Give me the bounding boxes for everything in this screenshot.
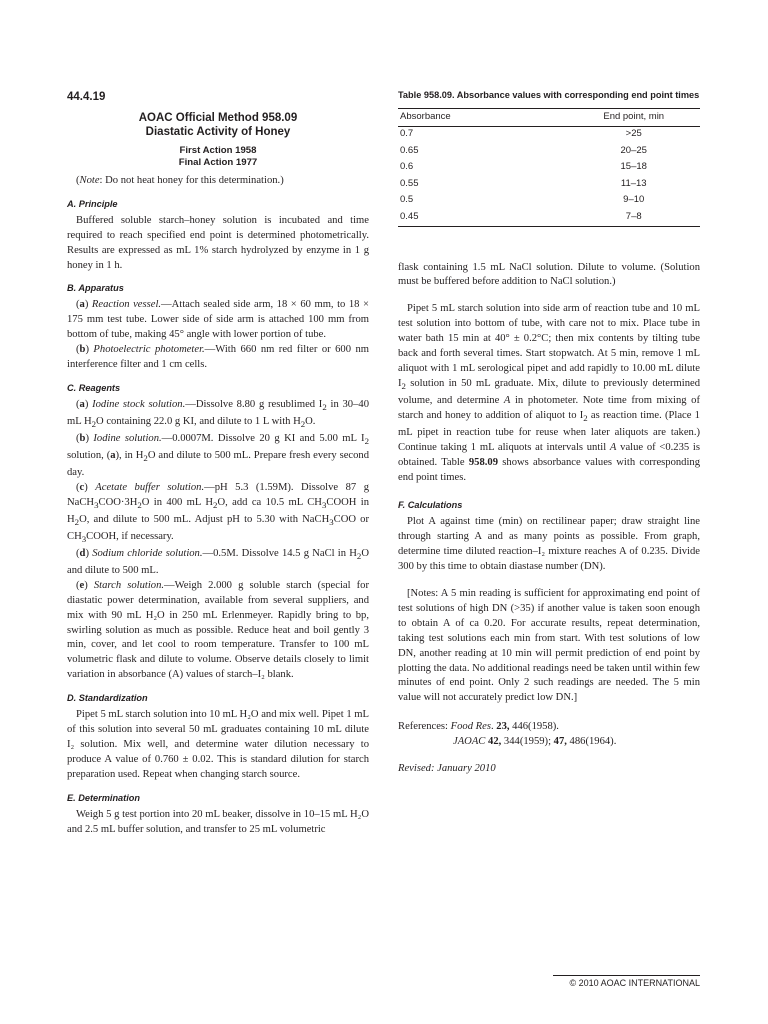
determination-paragraph-cont: flask containing 1.5 mL NaCl solution. Dilute to volume. (Solution must be buffered before addition to NaCl solution.) [398, 261, 700, 288]
first-action: First Action 1958 [179, 144, 257, 156]
principle-paragraph: Buffered soluble starch–honey solution is incubated and time required to reach specified end point is determined photometrically. Results are expressed as mL 1% starch hydrolyzed by enzyme in 1 g honey in 1 h. [67, 214, 369, 271]
reagent-a-label: Iodine stock solution. [92, 398, 186, 410]
column-header-end-point: End point, min [603, 110, 665, 122]
reagent-item-c: (c) Acetate buffer solution.—pH 5.3 (1.59M). Dissolve 87 g $NaCH_3COO\cdot 3H_2O$ in 400 mL $H_2O$, add ca 10.5 mL $CH_3COOH$ in $H_2O$, and dilute to 500 mL. Adjust pH to 5.30 with NaCH$_3$COO or $CH_3COOH$, if necessary. [67, 481, 370, 544]
method-number: 44.4.19 [67, 91, 106, 103]
apparatus-item-b: (b) Photoelectric photometer.—With 660 nm red filter or 600 nm interference filter and 1 cm cells. [67, 344, 369, 371]
apparatus-b-text: —With 660 nm red filter or 600 nm interference filter and 1 cm cells. [67, 344, 369, 371]
references-label: References: [398, 721, 448, 733]
reagent-e-text: —Weigh 2.000 g soluble starch (special for diastatic power determination, available from several suppliers, and mix with 90 mL H₂O in 250 mL Erlenmeyer. Rapidly bring to bp, swirling solution as much as possible. Reduce heat and boil gently 3 min, cover, and let cool to room temperature. Transfer to 100 mL volumetric flask and dilute to volume. Observe details closely to limit variation in absorbance (A) values of starch–I₂ blank. [67, 579, 369, 681]
note-text: : Do not heat honey for this determination.) [99, 174, 284, 186]
absorbance-cell: 0.5 [400, 194, 414, 206]
table-row [398, 143, 700, 160]
end-point-cell: 9–10 [623, 194, 645, 206]
revised-date: Revised: January 2010 [398, 763, 496, 775]
table-header-row [398, 109, 700, 127]
reagent-d-label: Sodium chloride solution. [92, 547, 203, 559]
table-row [398, 176, 700, 193]
absorbance-cell: 0.6 [400, 161, 414, 173]
standardization-paragraph: Pipet 5 mL starch solution into 10 mL H₂O and mix well. Pipet 1 mL of this solution into several 50 mL graduates containing 10 mL dilute I₂ solution. Mix well, and determine water dilution necessary to produce A value of 0.760 ± 0.02. This is standard dilution for starch preparation used. Repeat when changing starch source. [67, 709, 369, 780]
apparatus-item-a: (a) Reaction vessel.—Attach sealed side arm, 18 × 60 mm, to 18 × 175 mm test tube. Lower side of side arm is attached 100 mm from bottom of tube, making 45° angle with lower portion of tube. [67, 299, 369, 341]
absorbance-cell: 0.65 [400, 144, 419, 156]
end-point-cell: 15–18 [620, 161, 647, 173]
copyright-footer: © 2010 AOAC INTERNATIONAL [553, 975, 700, 988]
right-column [398, 90, 700, 777]
reagent-item-b: (b) Iodine solution.—0.0007M. Dissolve 20 g KI and 5.00 mL $I_2$ solution, (a), in $H_2O$ and dilute to 500 mL. Prepare fresh every second day. [67, 433, 369, 479]
notes-paragraph: [Notes: A 5 min reading is sufficient for approximating end point of test solutions of high DN (>35) if another value is taken soon enough to obtain A of ca 0.20. For accurate results, repeat determination, taking test solutions each min from start. With test solutions of low DN, another reading at 10 min will permit prediction of end point by plotting the data. No additional readings need be taken until within few minutes of end point. Only 2 such readings are needed. The 5 min value will not accurately predict low DN.] [398, 588, 700, 704]
note-label: Note [79, 174, 100, 186]
reagent-e-label: Starch solution. [93, 579, 165, 591]
apparatus-b-label: Photoelectric photometer. [93, 344, 205, 356]
heating-note: (Note: Do not heat honey for this determination.) [76, 174, 284, 186]
determination-paragraph-start: Weigh 5 g test portion into 20 mL beaker, dissolve in 10–15 mL H₂O and 2.5 mL buffer solution, and transfer to 25 mL volumetric [67, 808, 369, 835]
absorbance-cell: 0.7 [400, 128, 414, 140]
end-point-cell: 20–25 [620, 144, 647, 156]
absorbance-cell: 0.45 [400, 210, 419, 222]
table-row [398, 126, 700, 143]
section-heading-determination: E. Determination [67, 792, 141, 803]
reagent-c-label: Acetate buffer solution. [95, 481, 205, 493]
reference-line-1: References: Food Res. 23, 446(1958). [398, 721, 559, 733]
apparatus-a-text: —Attach sealed side arm, 18 × 60 mm, to 18 × 175 mm test tube. Lower side of side arm is attached 100 mm from bottom of tube, making 45° angle with lower portion of tube. [67, 299, 369, 341]
section-heading-reagents: C. Reagents [67, 382, 121, 393]
section-heading-calculations: F. Calculations [398, 500, 463, 511]
section-heading-apparatus: B. Apparatus [67, 283, 124, 294]
section-heading-principle: A. Principle [67, 198, 118, 209]
absorbance-table [398, 108, 700, 227]
final-action: Final Action 1977 [178, 157, 258, 169]
left-column [67, 90, 369, 838]
absorbance-cell: 0.55 [400, 177, 419, 189]
table-row [398, 193, 700, 210]
calculations-paragraph: Plot A against time (min) on rectilinear paper; draw straight line through starting A and as many points as possible. From graph, determine time diluted reaction–I₂ mixture reaches A of 0.235. Divide 300 by this time to obtain diastase number (DN). [398, 516, 700, 573]
section-heading-standardization: D. Standardization [67, 693, 148, 704]
table-caption: Table 958.09. Absorbance values with corresponding end point times [398, 90, 700, 100]
reagent-item-e: (e) Starch solution.—Weigh 2.000 g soluble starch (special for diastatic power determination, available from several suppliers, and mix with 90 mL H₂O in 250 mL Erlenmeyer. Rapidly bring to bp, swirling solution as much as possible. Reduce heat and boil gently 3 min, cover, and let cool to room temperature. Transfer to 100 mL volumetric flask and dilute to volume. Observe details closely to limit variation in absorbance (A) values of starch–I₂ blank. [67, 579, 369, 681]
reference-line-2: JAOAC 42, 344(1959); 47, 486(1964). [453, 736, 617, 748]
determination-procedure: Pipet 5 mL starch solution into side arm of reaction tube and 10 mL test solution into bottom of tube, with care not to mix. Place tube in water bath 15 min at 40° ± 0.2°C; then mix contents by tilting tube back and forth several times. Start stopwatch. At 5 min, remove 1 mL aliquot with 1 mL serological pipet and add rapidly to 10.00 mL dilute $I_2$ solution in 50 mL graduate. Mix, dilute to previously determined volume, and determine A in photometer. Note time from mixing of starch and honey to addition of aliquot to $I_2$ as reaction time. (Place 1 mL pipet in reaction tube for reuse when later aliquots are taken.) Continue taking 1 mL aliquots at intervals until A value of <0.235 is obtained. Table 958.09 shows absorbance values with corresponding end point times. [398, 303, 700, 483]
end-point-cell: 11–13 [620, 177, 647, 189]
method-subtitle: Diastatic Activity of Honey [145, 125, 291, 138]
reagent-b-label: Iodine solution. [93, 433, 162, 444]
column-header-absorbance: Absorbance [400, 110, 451, 122]
end-point-cell: 7–8 [625, 210, 642, 222]
apparatus-a-label: Reaction vessel. [91, 299, 162, 311]
references [398, 720, 700, 750]
method-title: AOAC Official Method 958.09 [138, 111, 298, 124]
reagent-item-d: (d) Sodium chloride solution.—0.5M. Dissolve 14.5 g NaCl in $H_2O$ and dilute to 500 mL. [67, 547, 369, 576]
end-point-cell: >25 [625, 128, 642, 140]
reagent-item-a: (a) Iodine stock solution.—Dissolve 8.80 g resublimed $I_2$ in 30–40 mL $H_2O$ containing 22.0 g KI, and dilute to 1 L with $H_2O$. [67, 398, 369, 430]
table-row [398, 209, 700, 226]
table-row [398, 160, 700, 177]
